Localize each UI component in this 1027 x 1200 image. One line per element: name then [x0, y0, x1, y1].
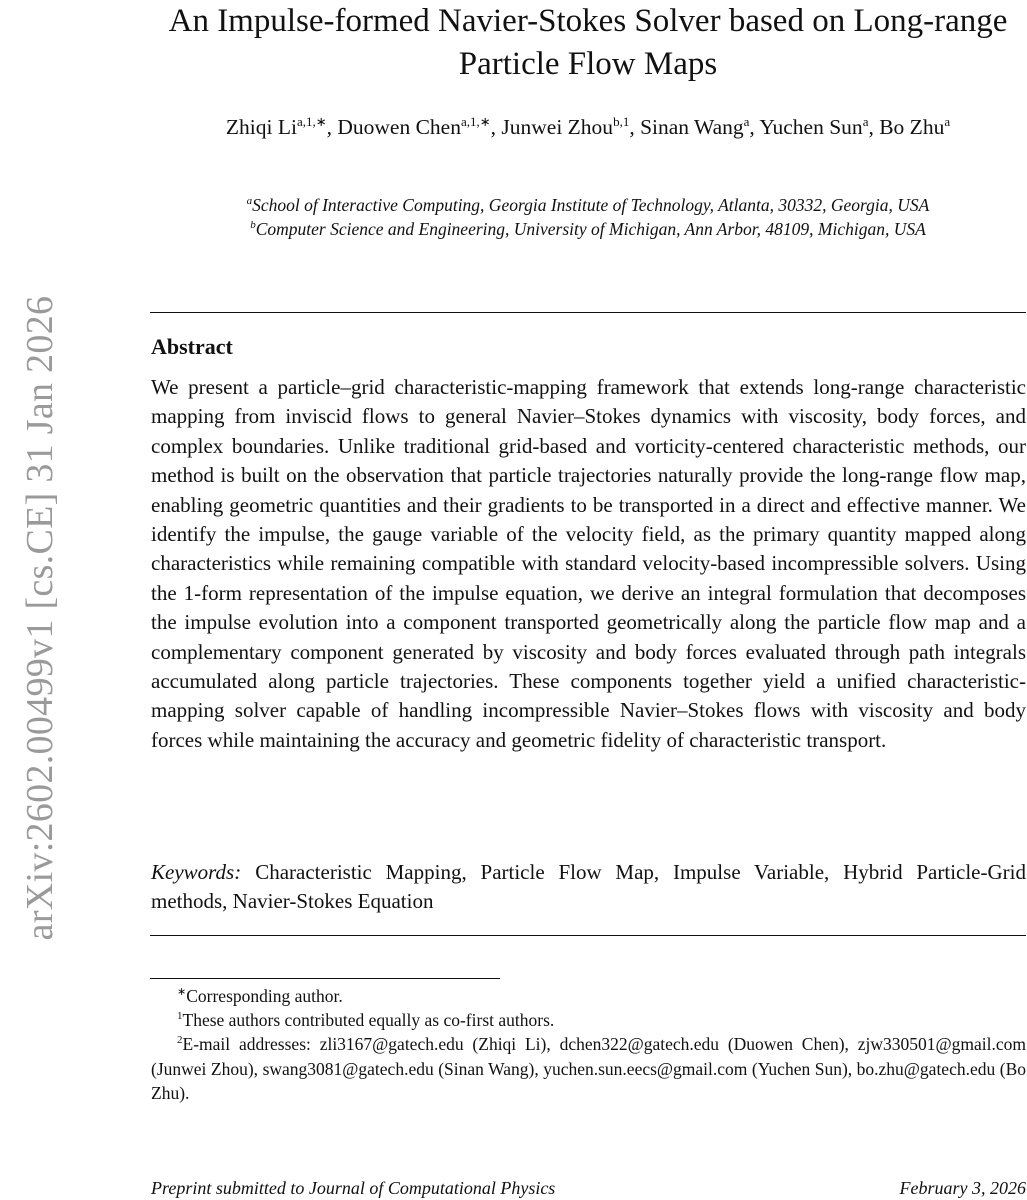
- paper-title: [150, 0, 1026, 86]
- author-list: [150, 112, 1026, 142]
- footnote-corresponding: ∗Corresponding author.: [177, 986, 343, 1006]
- abstract-body: We present a particle–grid characteristic-mapping framework that extends long-range characteristic mapping from inviscid flows to general Navier–Stokes dynamics with viscosity, body forces, and complex boundaries. Unlike traditional grid-based and vorticity-centered characteristic methods, our method is built on the observation that particle trajectories naturally provide the long-range flow map, enabling geometric quantities and their gradients to be transported in a direct and effective manner. We identify the impulse, the gauge variable of the velocity field, as the primary quantity mapped along characteristics while remaining compatible with standard velocity-based incompressible solvers. Using the 1-form representation of the impulse equation, we derive an integral formulation that decomposes the impulse evolution into a component transported geometrically along the particle flow map and a complementary component generated by viscosity and body forces evaluated through path integrals accumulated along particle trajectories. These components together yield a unified characteristic-mapping solver capable of handling incompressible Navier–Stokes flows with viscosity and body forces while maintaining the accuracy and geometric fidelity of characteristic transport.: [151, 375, 1026, 752]
- footnote-emails: $^2$E-mail addresses: zli3167@gatech.edu (Zhiqi Li), dchen322@gatech.edu (Duowen Chen), zjw330501@gmail.com (Junwei Zhou), swang3081@gatech.edu (Sinan Wang), yuchen.sun.eecs@gmail.com (Yuchen Sun), bo.zhu@gatech.edu (Bo Zhu).: [151, 1034, 1026, 1103]
- keywords-label: Keywords:: [151, 860, 242, 884]
- author: Sinan Wang$^a$,: [640, 113, 760, 139]
- bottom-rule: [150, 935, 1026, 936]
- author: Zhiqi $Li^{a,1,∗}$,: [225, 113, 338, 139]
- footer-venue: Preprint submitted to Journal of Computational Physics: [151, 1178, 556, 1198]
- footnote-cofirst: $^1$These authors contributed equally as co-first authors.: [177, 1010, 555, 1031]
- title-line-1: An Impulse-formed Navier-Stokes Solver based on Long-range: [168, 3, 1008, 39]
- affiliation-a: $^a$School of Interactive Computing, Georgia Institute of Technology, Atlanta, 30332, Georgia, USA: [246, 195, 930, 215]
- footnotes: [151, 984, 1026, 1105]
- author: Yuchen Sun$^a$,: [759, 113, 880, 139]
- keywords-text: Characteristic Mapping, Particle Flow Map, Impulse Variable, Hybrid Particle-Grid methods, Navier-Stokes Equation: [151, 860, 1026, 914]
- top-rule: [150, 312, 1026, 313]
- title-line-2: Particle Flow Maps: [458, 46, 718, 82]
- arxiv-sidebar-stamp: arXiv:2602.00499v1 [cs.CE] 31 Jan 2026: [19, 295, 61, 941]
- author: Bo Zhu$^a$: [879, 113, 951, 139]
- abstract-heading: Abstract: [151, 334, 233, 359]
- author: Duowen Chen$^{a,1,∗}$,: [337, 113, 502, 139]
- footnote-rule: [150, 978, 500, 979]
- affiliation-b: $^b$Computer Science and Engineering, University of Michigan, Ann Arbor, 48109, Michigan, USA: [250, 219, 926, 239]
- keywords: [151, 858, 1026, 917]
- footer-date: February 3, 2026: [899, 1178, 1026, 1198]
- author: Junwei Zhou$^{b,1}$,: [501, 113, 641, 139]
